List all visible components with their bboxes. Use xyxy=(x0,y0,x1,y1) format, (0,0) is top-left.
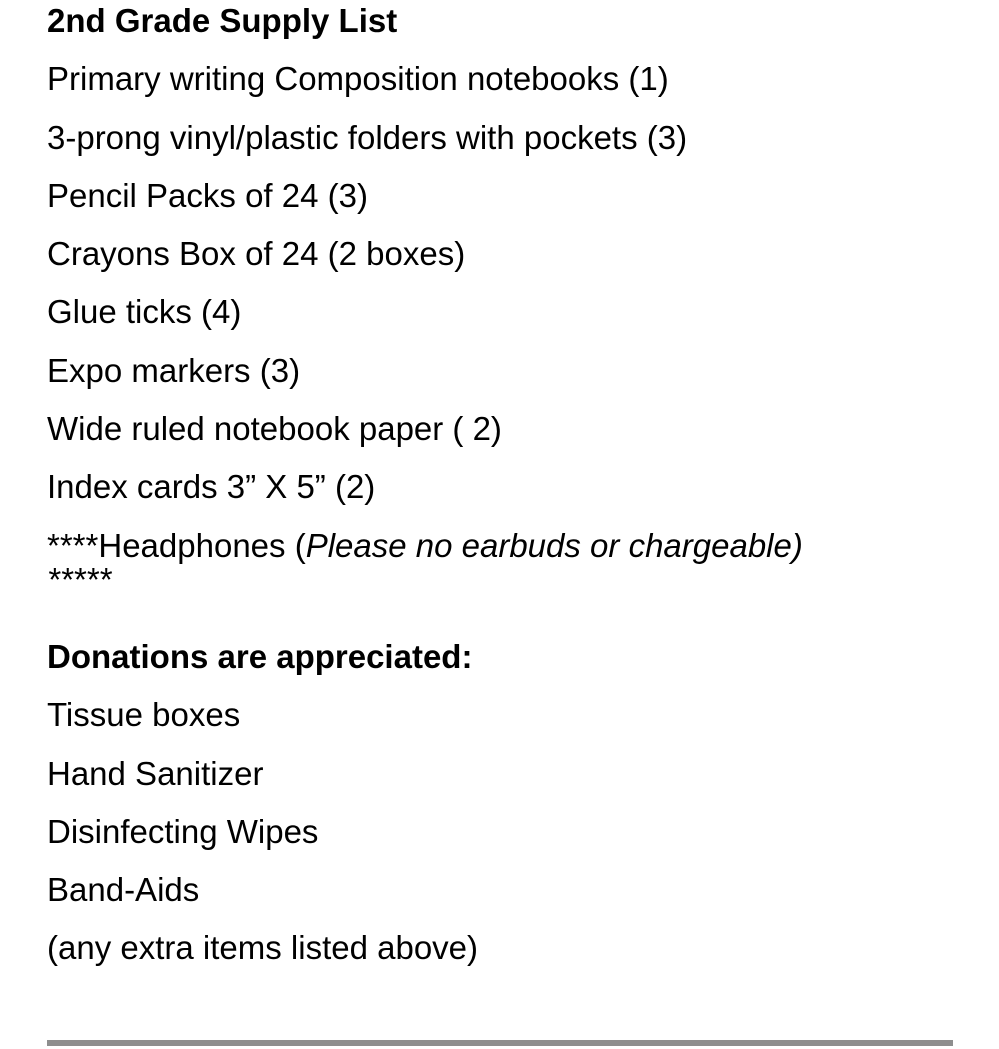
supply-item-notebook-paper: Wide ruled notebook paper ( 2) xyxy=(47,410,502,448)
donation-item-sanitizer: Hand Sanitizer xyxy=(47,754,264,792)
supply-item-folders: 3-prong vinyl/plastic folders with pockets (3) xyxy=(47,118,688,156)
supply-item-composition-notebooks: Primary writing Composition notebooks (1) xyxy=(47,60,669,98)
bottom-divider xyxy=(47,1040,953,1046)
supply-item-pencil-packs: Pencil Packs of 24 (3) xyxy=(47,176,368,214)
headphones-stars: ***** xyxy=(47,560,112,598)
donation-item-tissue: Tissue boxes xyxy=(47,696,241,734)
donation-item-extra: (any extra items listed above) xyxy=(47,929,479,967)
supply-item-glue-sticks: Glue ticks (4) xyxy=(47,293,242,331)
donations-heading: Donations are appreciated: xyxy=(47,637,473,675)
headphones-label: ****Headphones ( xyxy=(47,526,306,564)
supply-item-index-cards: Index cards 3” X 5” (2) xyxy=(47,468,376,506)
donation-item-wipes: Disinfecting Wipes xyxy=(47,812,319,850)
document-body xyxy=(47,0,967,978)
supply-item-expo-markers: Expo markers (3) xyxy=(47,351,301,389)
headphones-note: Please no earbuds or chargeable) xyxy=(305,526,803,564)
supply-list-title: 2nd Grade Supply List xyxy=(47,2,398,39)
supply-item-crayons: Crayons Box of 24 (2 boxes) xyxy=(47,235,466,273)
donation-item-band-aids: Band-Aids xyxy=(47,871,200,909)
